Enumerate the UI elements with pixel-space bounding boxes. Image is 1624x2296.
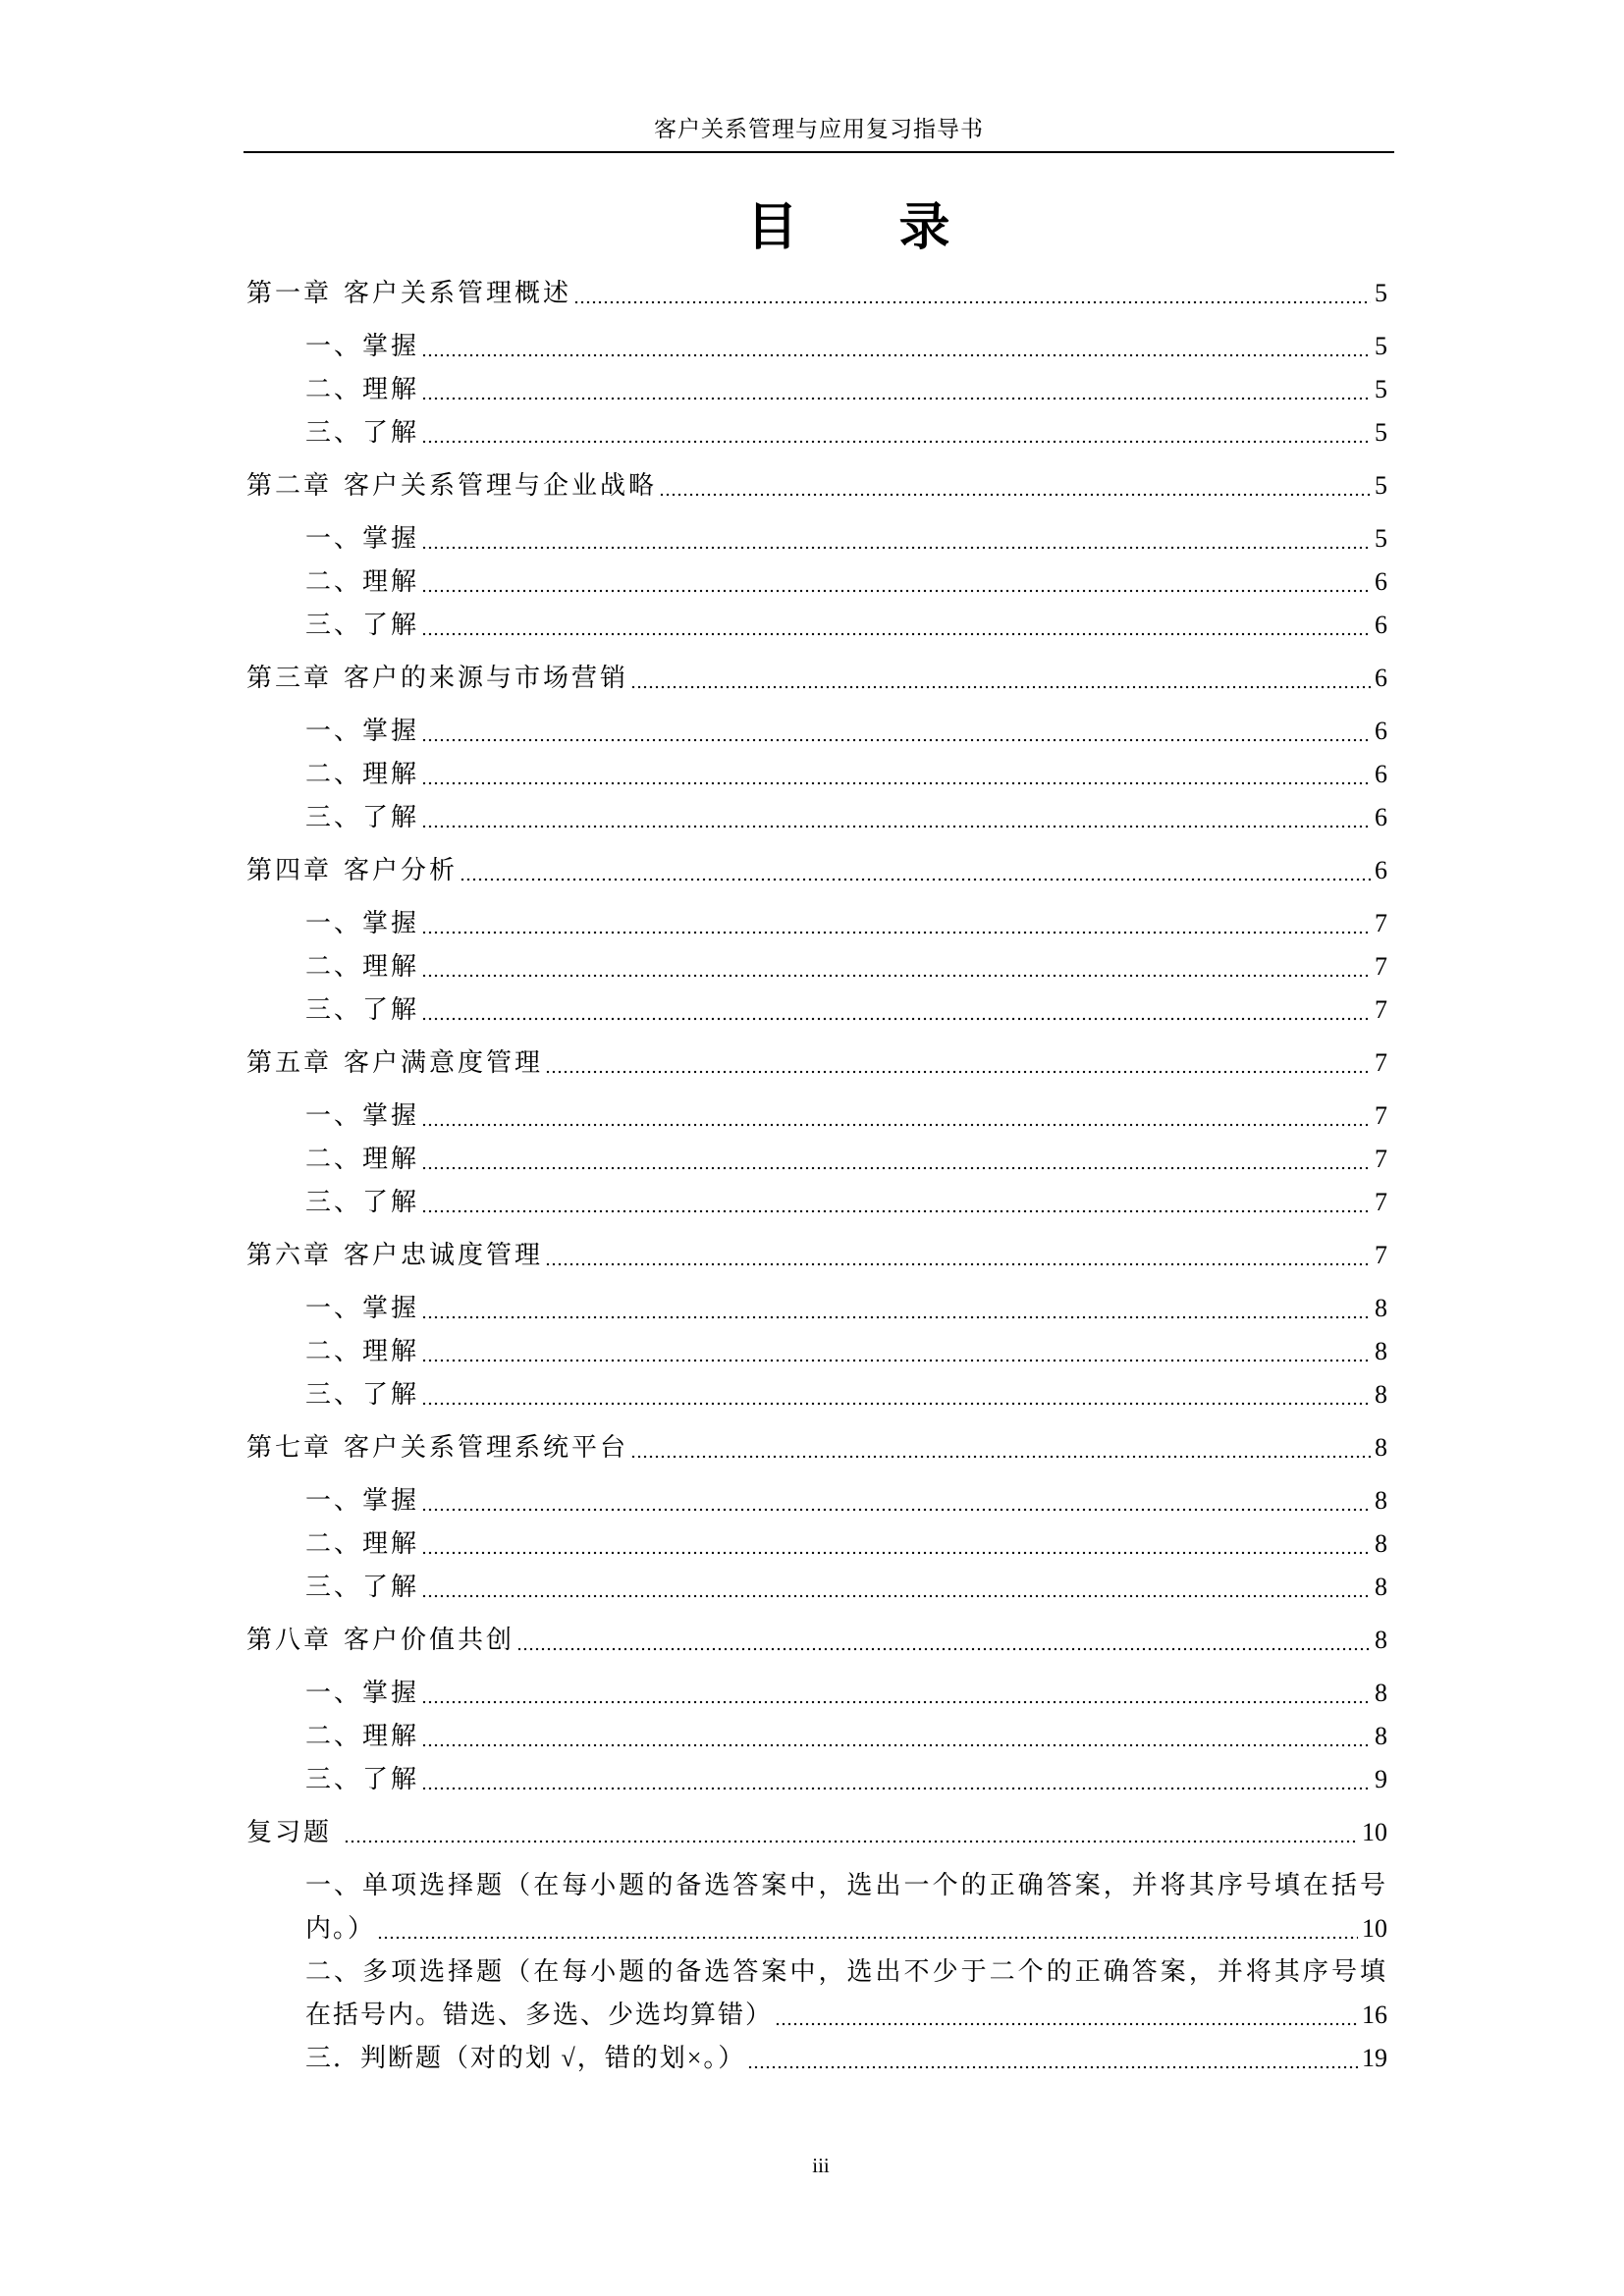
dot-leader xyxy=(421,1758,1371,1801)
toc-section-entry[interactable] xyxy=(246,1095,1387,1138)
page-number: 8 xyxy=(1375,1679,1387,1707)
page-number: 7 xyxy=(1375,909,1387,937)
page-number: 8 xyxy=(1375,1573,1387,1601)
toc-review-item[interactable] xyxy=(246,1864,1387,1950)
dot-leader xyxy=(421,1181,1371,1224)
review-item-title-line: 内。） xyxy=(305,1914,376,1943)
section-title: 二、理解 xyxy=(305,952,420,981)
toc-chapter-entry[interactable] xyxy=(246,272,1387,315)
dot-leader xyxy=(630,657,1371,700)
section-title: 一、掌握 xyxy=(305,1679,420,1707)
toc-title: 目 录 xyxy=(746,200,995,256)
toc-section-entry[interactable] xyxy=(246,1479,1387,1522)
dot-leader xyxy=(775,1994,1358,2037)
toc-review-item[interactable] xyxy=(246,2037,1387,2080)
page-number: 8 xyxy=(1375,1433,1387,1462)
section-title: 三、了解 xyxy=(305,418,420,447)
dot-leader xyxy=(421,1522,1371,1566)
toc-section-entry[interactable] xyxy=(246,1373,1387,1416)
page-number: 6 xyxy=(1375,856,1387,884)
dot-leader xyxy=(344,1811,1358,1854)
chapter-title: 客户满意度管理 xyxy=(344,1048,544,1077)
page-number: 5 xyxy=(1375,471,1387,500)
dot-leader xyxy=(421,1373,1371,1416)
dot-leader xyxy=(747,2037,1358,2080)
toc-chapter-entry[interactable] xyxy=(246,657,1387,700)
toc-review-item[interactable] xyxy=(246,1950,1387,2037)
page-number: 8 xyxy=(1375,1722,1387,1750)
section-title: 二、理解 xyxy=(305,1337,420,1365)
dot-leader xyxy=(545,1041,1371,1085)
toc-section-entry[interactable] xyxy=(246,561,1387,604)
review-item-title-line: 三．判断题（对的划 √，错的划×。） xyxy=(305,2044,746,2072)
page-number: 6 xyxy=(1375,760,1387,788)
toc-section-entry[interactable] xyxy=(246,1330,1387,1373)
page-number: 5 xyxy=(1375,418,1387,447)
footer-page-number: iii xyxy=(812,2154,830,2177)
dot-leader xyxy=(421,796,1371,839)
dot-leader xyxy=(421,945,1371,988)
page-number: 7 xyxy=(1375,995,1387,1024)
page-number: 5 xyxy=(1375,279,1387,307)
toc-chapter-entry[interactable] xyxy=(246,1041,1387,1085)
page-number: 7 xyxy=(1375,952,1387,981)
chapter-number: 第六章 xyxy=(246,1241,333,1269)
table-of-contents xyxy=(246,262,1387,2080)
dot-leader xyxy=(421,1138,1371,1181)
chapter-number: 第三章 xyxy=(246,664,333,692)
toc-section-entry[interactable] xyxy=(246,325,1387,368)
toc-section-entry[interactable] xyxy=(246,517,1387,561)
section-title: 一、掌握 xyxy=(305,909,420,937)
page-number: 7 xyxy=(1375,1145,1387,1173)
review-item-last-line xyxy=(305,1994,1387,2037)
page-number: 9 xyxy=(1375,1765,1387,1793)
toc-section-entry[interactable] xyxy=(246,796,1387,839)
toc-chapter-entry[interactable] xyxy=(246,849,1387,892)
dot-leader xyxy=(421,1095,1371,1138)
chapter-number: 第二章 xyxy=(246,471,333,500)
chapter-title: 客户分析 xyxy=(344,856,459,884)
dot-leader xyxy=(659,464,1371,507)
dot-leader xyxy=(630,1426,1371,1469)
review-item-title-line: 在括号内。错选、多选、少选均算错） xyxy=(305,2001,774,2029)
dot-leader xyxy=(421,710,1371,753)
page-number: 5 xyxy=(1375,375,1387,403)
page-number: 6 xyxy=(1375,611,1387,639)
dot-leader xyxy=(421,1330,1371,1373)
chapter-title: 客户关系管理概述 xyxy=(344,279,572,307)
toc-section-entry[interactable] xyxy=(246,1181,1387,1224)
section-title: 三、了解 xyxy=(305,1573,420,1601)
toc-section-entry[interactable] xyxy=(246,1566,1387,1609)
page-number: 19 xyxy=(1362,2044,1387,2072)
dot-leader xyxy=(421,988,1371,1032)
dot-leader xyxy=(545,1234,1371,1277)
page-number: 6 xyxy=(1375,664,1387,692)
page-number: 8 xyxy=(1375,1294,1387,1322)
chapter-number: 第八章 xyxy=(246,1626,333,1654)
toc-chapter-entry[interactable] xyxy=(246,1426,1387,1469)
chapter-title: 客户关系管理系统平台 xyxy=(344,1433,629,1462)
dot-leader xyxy=(421,411,1371,454)
section-title: 三、了解 xyxy=(305,611,420,639)
review-item-last-line xyxy=(305,1907,1387,1950)
section-title: 一、掌握 xyxy=(305,717,420,745)
chapter-number: 第一章 xyxy=(246,279,333,307)
header-rule xyxy=(244,151,1394,153)
dot-leader xyxy=(421,753,1371,796)
chapter-number: 第四章 xyxy=(246,856,333,884)
section-title: 三、了解 xyxy=(305,1380,420,1409)
section-title: 二、理解 xyxy=(305,1145,420,1173)
section-title: 一、掌握 xyxy=(305,524,420,553)
toc-section-entry[interactable] xyxy=(246,411,1387,454)
dot-leader xyxy=(460,849,1371,892)
page-number: 10 xyxy=(1362,1818,1387,1846)
toc-section-entry[interactable] xyxy=(246,1138,1387,1181)
toc-review-entry[interactable] xyxy=(246,1811,1387,1854)
dot-leader xyxy=(516,1619,1371,1662)
section-title: 一、掌握 xyxy=(305,1101,420,1130)
section-title: 二、理解 xyxy=(305,760,420,788)
dot-leader xyxy=(421,368,1371,411)
page-number: 8 xyxy=(1375,1626,1387,1654)
page-number: 7 xyxy=(1375,1188,1387,1216)
page-number: 5 xyxy=(1375,332,1387,360)
toc-chapter-entry[interactable] xyxy=(246,1234,1387,1277)
chapter-title: 客户关系管理与企业战略 xyxy=(344,471,658,500)
toc-section-entry[interactable] xyxy=(246,945,1387,988)
section-title: 一、掌握 xyxy=(305,1486,420,1515)
chapter-number: 第五章 xyxy=(246,1048,333,1077)
page-number: 8 xyxy=(1375,1486,1387,1515)
chapter-title: 客户价值共创 xyxy=(344,1626,515,1654)
toc-section-entry[interactable] xyxy=(246,988,1387,1032)
dot-leader xyxy=(421,325,1371,368)
toc-section-entry[interactable] xyxy=(246,604,1387,647)
dot-leader xyxy=(421,1479,1371,1522)
toc-section-entry[interactable] xyxy=(246,1522,1387,1566)
chapter-title: 客户忠诚度管理 xyxy=(344,1241,544,1269)
dot-leader xyxy=(421,1566,1371,1609)
page-number: 8 xyxy=(1375,1337,1387,1365)
page-number: 7 xyxy=(1375,1048,1387,1077)
page-number: 16 xyxy=(1362,2001,1387,2029)
section-title: 二、理解 xyxy=(305,1529,420,1558)
review-item-title-line: 二、多项选择题（在每小题的备选答案中，选出不少于二个的正确答案，并将其序号填 xyxy=(305,1957,1387,1986)
review-title: 复习题 xyxy=(246,1818,333,1846)
page-number: 10 xyxy=(1362,1914,1387,1943)
page-number: 5 xyxy=(1375,524,1387,553)
dot-leader xyxy=(377,1907,1358,1950)
dot-leader xyxy=(421,1672,1371,1715)
review-item-title-line: 一、单项选择题（在每小题的备选答案中，选出一个的正确答案，并将其序号填在括号 xyxy=(305,1871,1387,1899)
chapter-title: 客户的来源与市场营销 xyxy=(344,664,629,692)
toc-section-entry[interactable] xyxy=(246,1287,1387,1330)
toc-section-entry[interactable] xyxy=(246,368,1387,411)
review-item-last-line xyxy=(305,2037,1387,2080)
dot-leader xyxy=(421,561,1371,604)
page-number: 6 xyxy=(1375,567,1387,596)
toc-chapter-entry[interactable] xyxy=(246,1619,1387,1662)
section-title: 二、理解 xyxy=(305,375,420,403)
running-header: 客户关系管理与应用复习指导书 xyxy=(654,117,984,141)
page-number: 6 xyxy=(1375,717,1387,745)
chapter-number: 第七章 xyxy=(246,1433,333,1462)
section-title: 三、了解 xyxy=(305,1188,420,1216)
dot-leader xyxy=(573,272,1371,315)
page-number: 6 xyxy=(1375,803,1387,831)
toc-section-entry[interactable] xyxy=(246,902,1387,945)
section-title: 三、了解 xyxy=(305,1765,420,1793)
section-title: 二、理解 xyxy=(305,567,420,596)
dot-leader xyxy=(421,604,1371,647)
section-title: 一、掌握 xyxy=(305,332,420,360)
dot-leader xyxy=(421,1715,1371,1758)
section-title: 三、了解 xyxy=(305,803,420,831)
toc-chapter-entry[interactable] xyxy=(246,464,1387,507)
toc-section-entry[interactable] xyxy=(246,1715,1387,1758)
page-number: 8 xyxy=(1375,1380,1387,1409)
section-title: 二、理解 xyxy=(305,1722,420,1750)
dot-leader xyxy=(421,902,1371,945)
dot-leader xyxy=(421,517,1371,561)
toc-section-entry[interactable] xyxy=(246,710,1387,753)
toc-section-entry[interactable] xyxy=(246,753,1387,796)
page-number: 8 xyxy=(1375,1529,1387,1558)
page-number: 7 xyxy=(1375,1101,1387,1130)
toc-section-entry[interactable] xyxy=(246,1672,1387,1715)
page-number: 7 xyxy=(1375,1241,1387,1269)
section-title: 一、掌握 xyxy=(305,1294,420,1322)
dot-leader xyxy=(421,1287,1371,1330)
toc-section-entry[interactable] xyxy=(246,1758,1387,1801)
section-title: 三、了解 xyxy=(305,995,420,1024)
